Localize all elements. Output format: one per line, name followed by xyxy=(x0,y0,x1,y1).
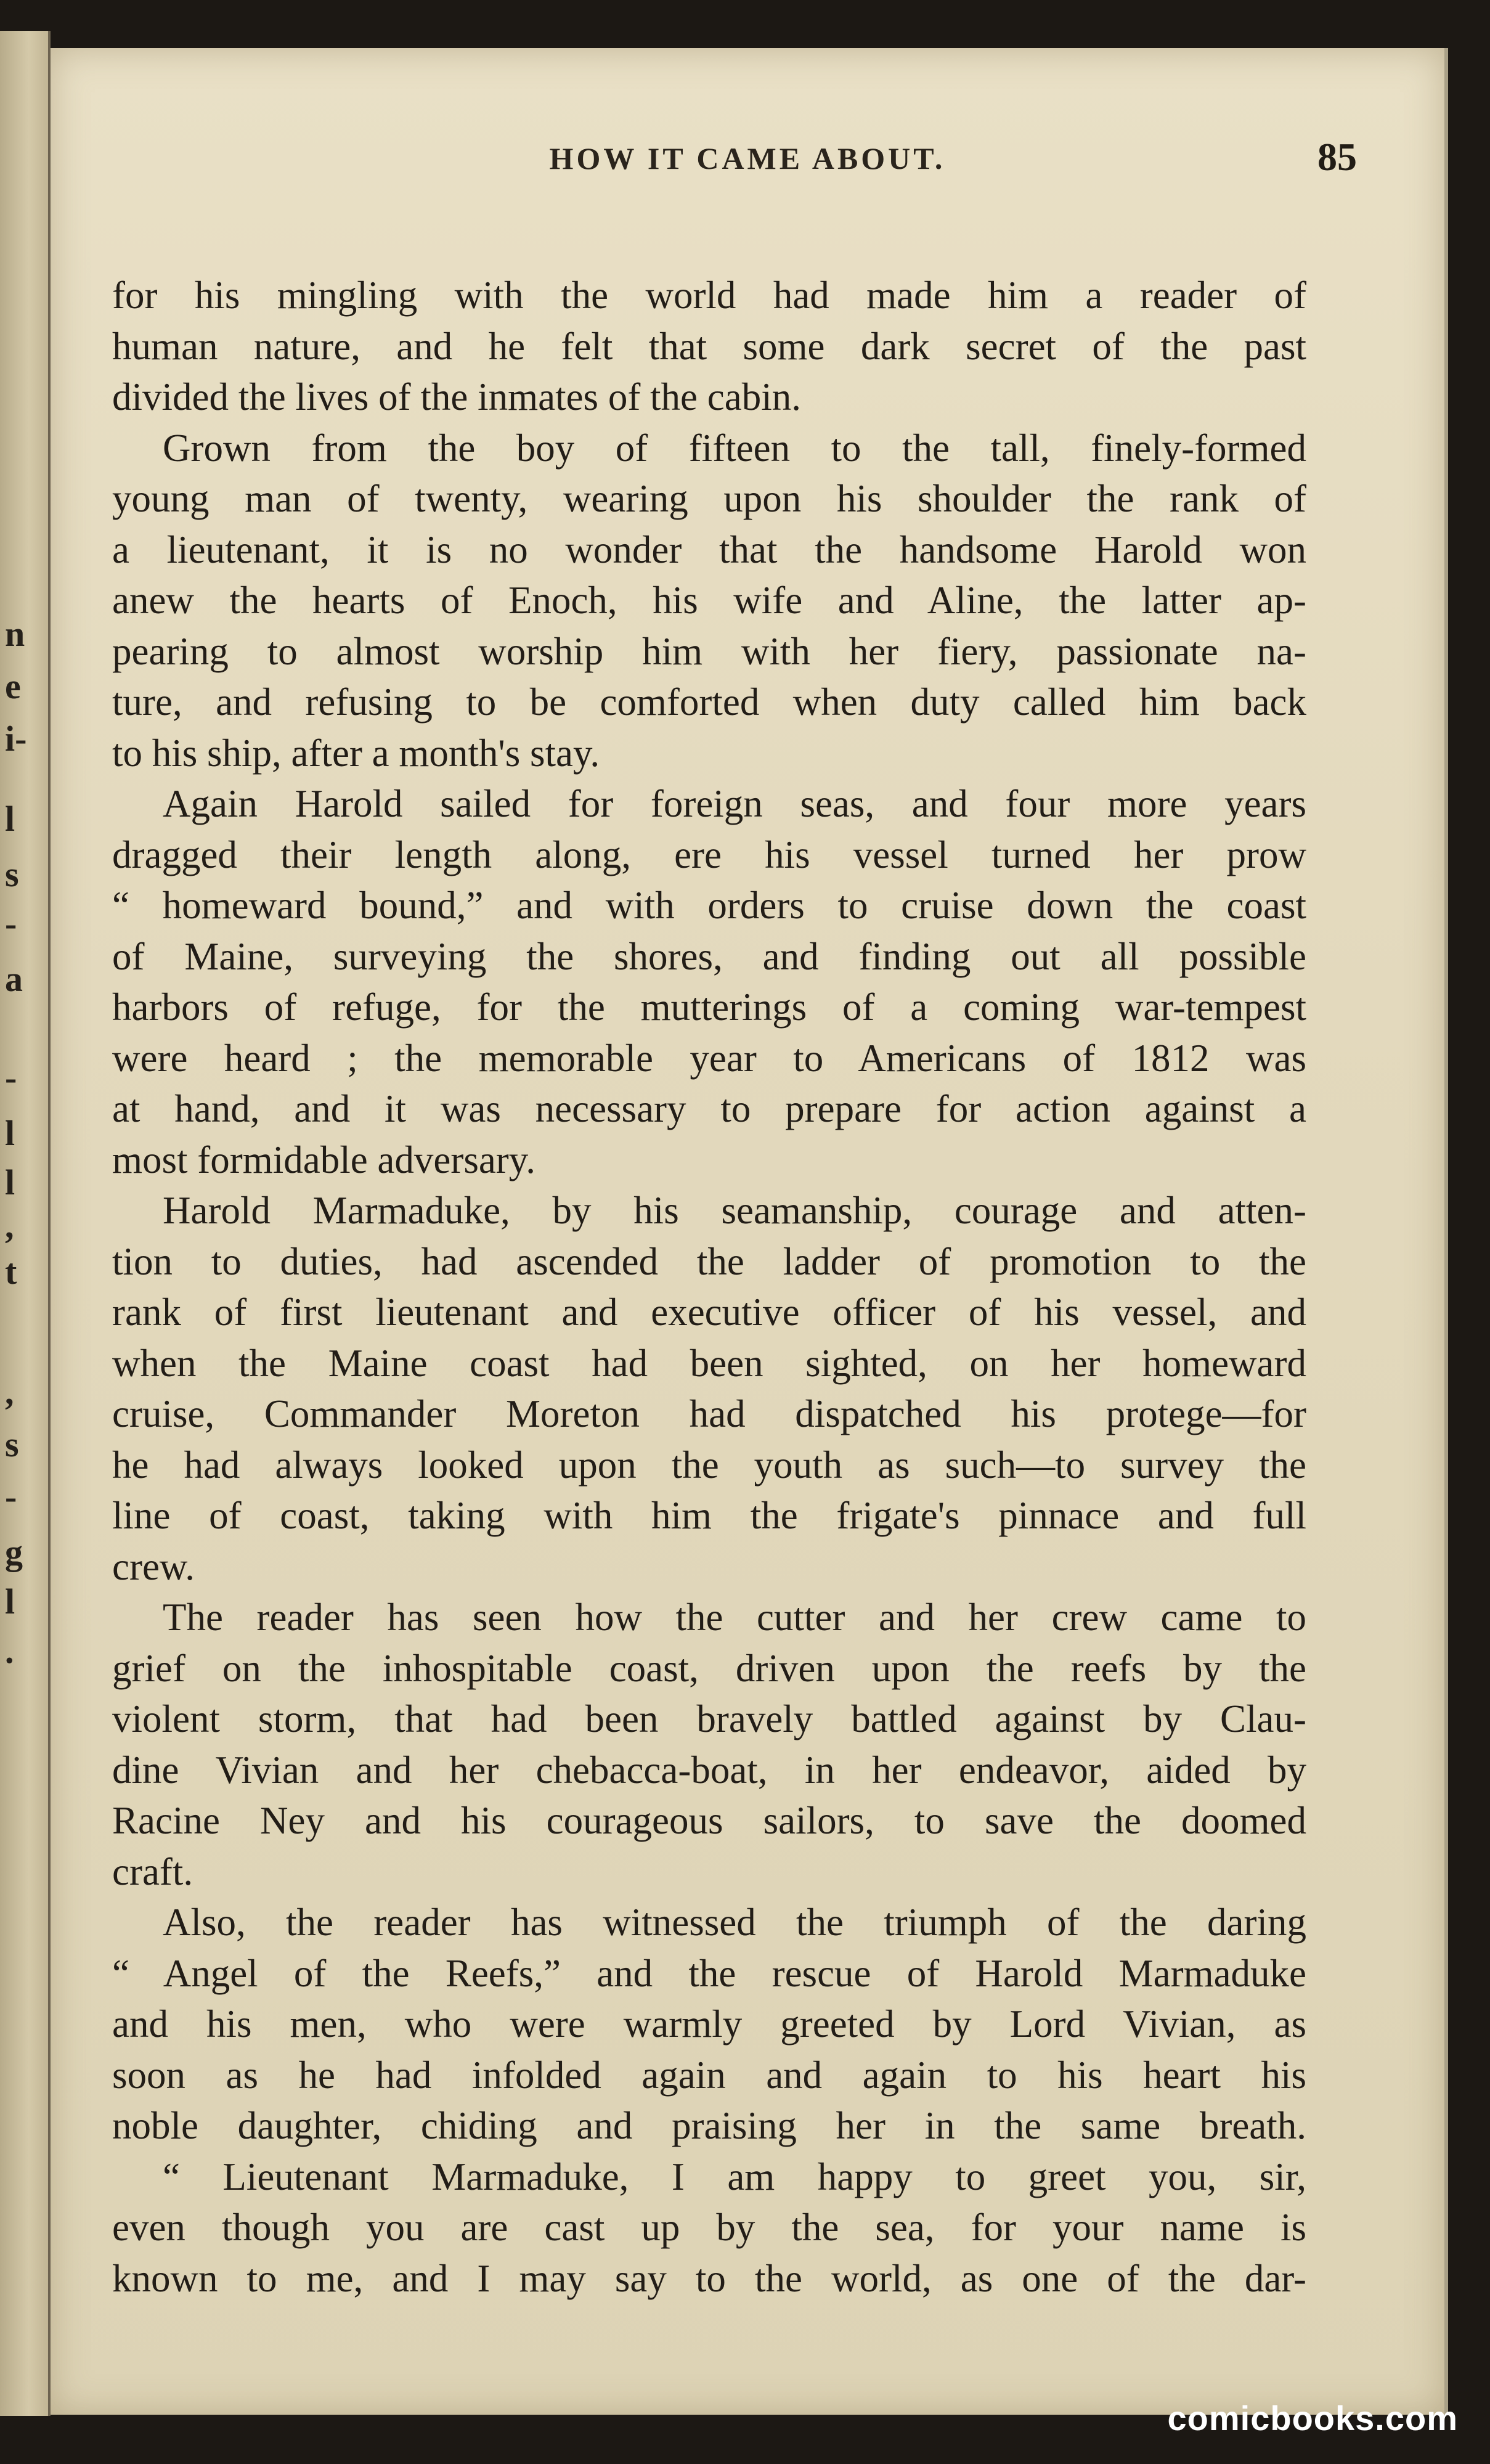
text-line: Also, the reader has witnessed the triumph of the daring xyxy=(163,1901,1306,1944)
text-line: Harold Marmaduke, by his seamanship, courage and atten- xyxy=(163,1189,1306,1232)
facing-page-fragment: . xyxy=(5,1631,14,1671)
text-line: line of coast, taking with him the frigate's pinnace and full xyxy=(112,1494,1306,1537)
watermark: comicbooks.com xyxy=(1167,2399,1458,2437)
text-line: “ Lieutenant Marmaduke, I am happy to greet you, sir, xyxy=(163,2155,1306,2198)
text-line: he had always looked upon the youth as such—to survey the xyxy=(112,1443,1306,1487)
facing-page-fragment: n xyxy=(5,614,25,654)
text-line: at hand, and it was necessary to prepare for action against a xyxy=(112,1087,1306,1130)
running-head xyxy=(51,134,1444,190)
text-line: dine Vivian and her chebacca-boat, in her endeavor, aided by xyxy=(112,1748,1306,1792)
facing-page-fragment: l xyxy=(5,1581,15,1622)
text-line: divided the lives of the inmates of the cabin. xyxy=(112,375,801,418)
facing-page-fragment: , xyxy=(5,1372,14,1412)
text-line: tion to duties, had ascended the ladder of promotion to the xyxy=(112,1239,1306,1283)
book-page xyxy=(51,48,1448,2415)
text-line: “ Angel of the Reefs,” and the rescue of Harold Marmaduke xyxy=(112,1951,1306,1995)
text-line: and his men, who were warmly greeted by Lord Vivian, as xyxy=(112,2002,1306,2046)
text-line: Racine Ney and his courageous sailors, to save the doomed xyxy=(112,1799,1306,1842)
text-line: crew. xyxy=(112,1544,195,1588)
running-head-title: HOW IT CAME ABOUT. xyxy=(549,141,946,176)
text-line: Again Harold sailed for foreign seas, and four more years xyxy=(163,782,1306,825)
facing-page-fragment: - xyxy=(5,1477,17,1517)
text-line: pearing to almost worship him with her fiery, passionate na- xyxy=(112,629,1306,673)
text-line: cruise, Commander Moreton had dispatched his protege—for xyxy=(112,1392,1306,1435)
facing-page-fragment: l xyxy=(5,1162,15,1202)
text-line: rank of first lieutenant and executive officer of his vessel, and xyxy=(112,1291,1306,1334)
facing-page-fragment: a xyxy=(5,959,23,999)
text-line: “ homeward bound,” and with orders to cruise down the coast xyxy=(112,884,1306,927)
facing-page-edge xyxy=(0,31,51,2416)
text-line: harbors of refuge, for the mutterings of a coming war-tempest xyxy=(112,985,1306,1029)
text-line: for his mingling with the world had made him a reader of xyxy=(112,274,1306,317)
facing-page-fragment: s xyxy=(5,854,19,894)
text-line: The reader has seen how the cutter and her crew came to xyxy=(163,1596,1306,1639)
facing-page-fragment: i- xyxy=(5,719,27,759)
text-line: even though you are cast up by the sea, for your name is xyxy=(112,2206,1306,2249)
text-line: were heard ; the memorable year to Americans of 1812 was xyxy=(112,1036,1306,1080)
facing-page-fragment: , xyxy=(5,1205,14,1246)
text-line: noble daughter, chiding and praising her in the same breath. xyxy=(112,2104,1306,2147)
facing-page-fragment: - xyxy=(5,1058,17,1098)
facing-page-fragment: g xyxy=(5,1532,23,1572)
text-line: most formidable adversary. xyxy=(112,1138,535,1181)
facing-page-fragment: s xyxy=(5,1424,19,1464)
text-line: known to me, and I may say to the world, as one of the dar- xyxy=(112,2256,1306,2300)
text-line: anew the hearts of Enoch, his wife and Aline, the latter ap- xyxy=(112,579,1306,622)
text-line: when the Maine coast had been sighted, on her homeward xyxy=(112,1341,1306,1385)
text-line: soon as he had infolded again and again to his heart his xyxy=(112,2053,1306,2097)
text-line: to his ship, after a month's stay. xyxy=(112,731,600,775)
facing-page-fragment: - xyxy=(5,904,17,944)
text-line: violent storm, that had been bravely battled against by Clau- xyxy=(112,1697,1306,1740)
text-line: a lieutenant, it is no wonder that the handsome Harold won xyxy=(112,528,1306,571)
text-line: grief on the inhospitable coast, driven upon the reefs by the xyxy=(112,1646,1306,1690)
facing-page-fragment: l xyxy=(5,1113,15,1153)
page-number: 85 xyxy=(1317,135,1357,179)
text-line: human nature, and he felt that some dark secret of the past xyxy=(112,324,1306,368)
facing-page-fragment: t xyxy=(5,1252,17,1292)
body-text xyxy=(112,270,1306,2304)
text-line: ture, and refusing to be comforted when duty called him back xyxy=(112,680,1306,724)
text-line: young man of twenty, wearing upon his shoulder the rank of xyxy=(112,477,1306,520)
text-line: Grown from the boy of fifteen to the tall, finely-formed xyxy=(163,426,1306,470)
text-line: dragged their length along, ere his vessel turned her prow xyxy=(112,833,1306,876)
facing-page-fragment: l xyxy=(5,799,15,839)
facing-page-fragment: e xyxy=(5,666,21,706)
text-line: craft. xyxy=(112,1850,193,1893)
text-line: of Maine, surveying the shores, and finding out all possible xyxy=(112,934,1306,978)
